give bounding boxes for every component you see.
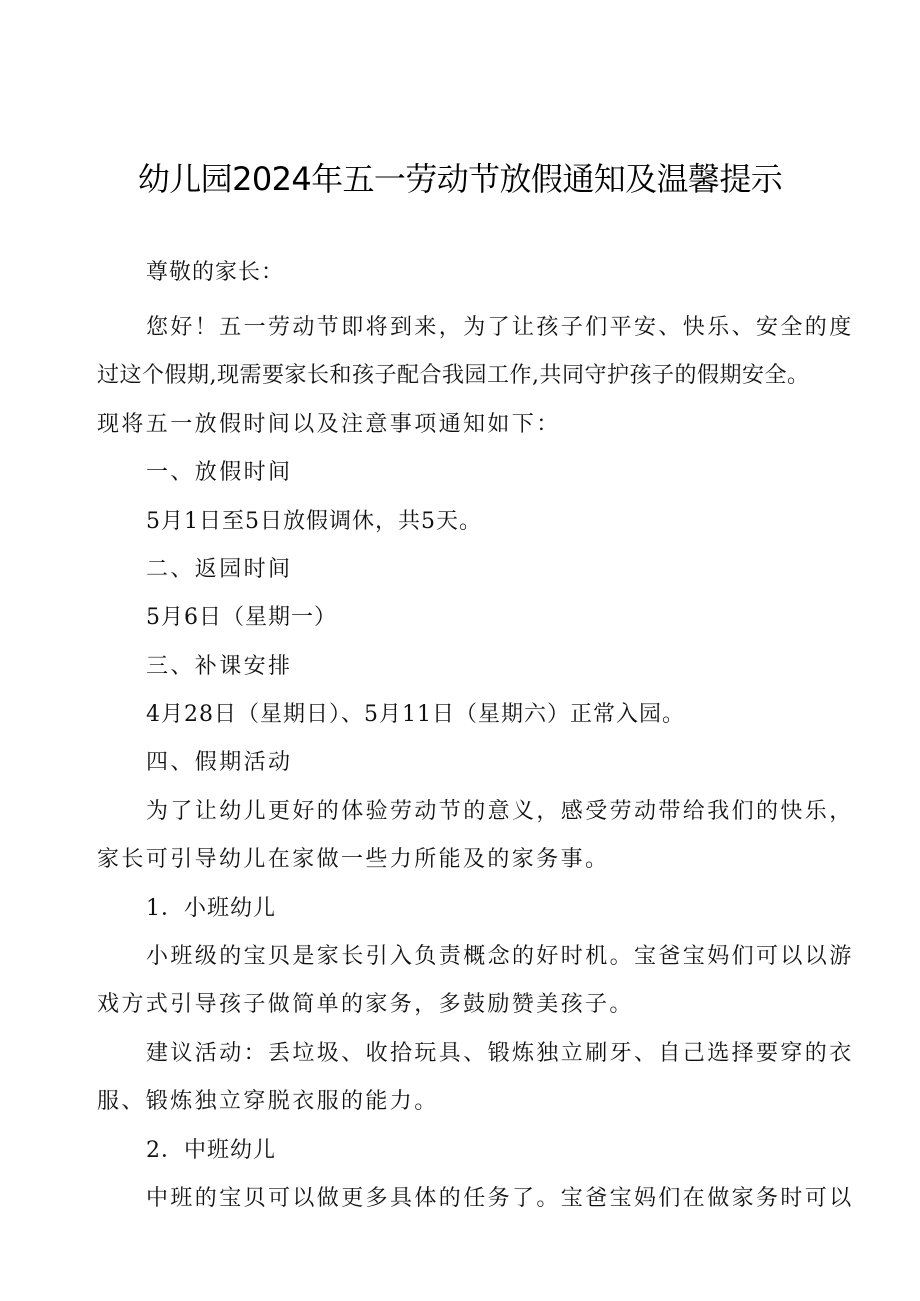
paragraph-line: 过这个假期,现需要家长和孩子配合我园工作,共同守护孩子的假期安全。 — [97, 363, 810, 388]
section-heading: 一、放假时间 — [146, 460, 293, 485]
section-heading: 二、返园时间 — [146, 557, 293, 582]
paragraph-line: 家长可引导幼儿在家做一些力所能及的家务事。 — [97, 847, 610, 872]
subsection-heading: 2．中班幼儿 — [146, 1138, 276, 1163]
salutation: 尊敬的家长： — [146, 260, 285, 285]
paragraph-line: 建议活动：丢垃圾、收拾玩具、锻炼独立刷牙、自己选择要穿的衣 — [146, 1041, 854, 1066]
paragraph-line: 为了让幼儿更好的体验劳动节的意义，感受劳动带给我们的快乐， — [146, 799, 854, 824]
section-heading: 三、补课安排 — [146, 654, 293, 679]
paragraph-line: 5月6日（星期一） — [146, 605, 337, 630]
paragraph-line: 现将五一放假时间以及注意事项通知如下： — [97, 412, 561, 437]
paragraph-line: 小班级的宝贝是家长引入负责概念的好时机。宝爸宝妈们可以以游 — [146, 944, 854, 969]
paragraph-line: 您好！五一劳动节即将到来，为了让孩子们平安、快乐、安全的度 — [146, 315, 854, 340]
paragraph-line: 5月1日至5日放假调休，共5天。 — [146, 509, 482, 534]
section-heading: 四、假期活动 — [146, 750, 293, 775]
document-title: 幼儿园2024年五一劳动节放假通知及温馨提示 — [137, 160, 783, 198]
paragraph-line: 服、锻炼独立穿脱衣服的能力。 — [97, 1089, 439, 1114]
paragraph-line: 中班的宝贝可以做更多具体的任务了。宝爸宝妈们在做家务时可以 — [146, 1186, 854, 1211]
subsection-heading: 1．小班幼儿 — [146, 896, 276, 921]
paragraph-line: 戏方式引导孩子做简单的家务，多鼓励赞美孩子。 — [97, 992, 634, 1017]
paragraph-line: 4月28日（星期日）、5月11日（星期六）正常入园。 — [146, 702, 685, 727]
